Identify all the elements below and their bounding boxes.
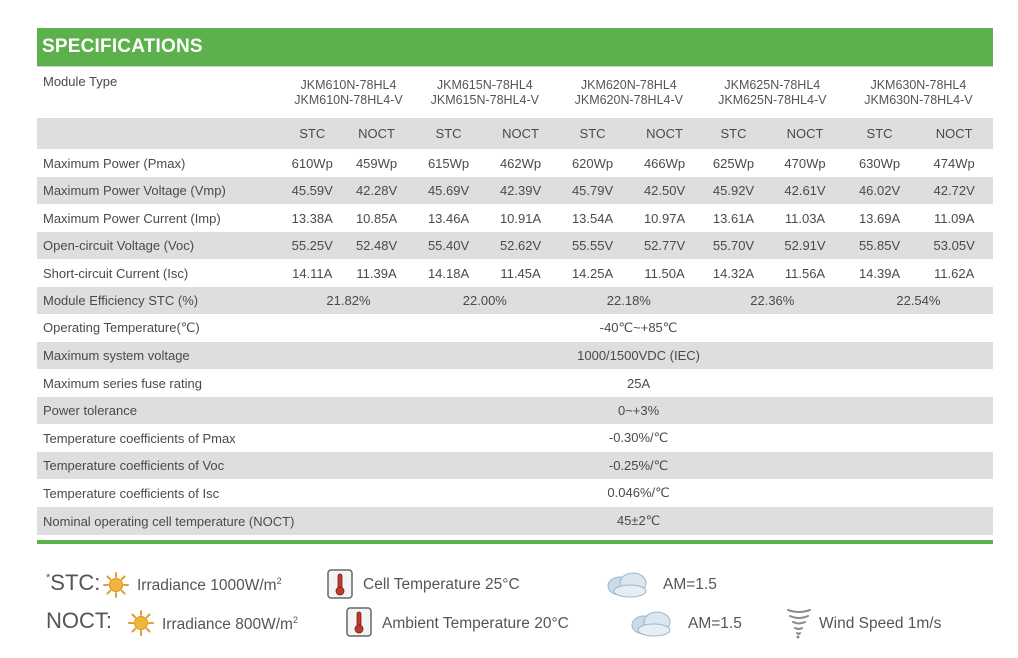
stc-legend-row bbox=[0, 568, 1018, 608]
row-label: Temperature coefficients of Voc bbox=[37, 452, 284, 479]
stc-header: STC bbox=[701, 118, 766, 149]
sun-icon bbox=[102, 571, 130, 604]
row-value: 13.38A bbox=[291, 210, 333, 226]
row-value: 22.18% bbox=[557, 287, 701, 314]
row-label: Temperature coefficients of Isc bbox=[43, 485, 220, 501]
row-value: 470Wp bbox=[784, 155, 826, 171]
row-value: 14.18A bbox=[427, 265, 470, 281]
row-value: 474Wp bbox=[933, 155, 975, 171]
row-label: Nominal operating cell temperature (NOCT) bbox=[37, 507, 284, 535]
noct-legend-row bbox=[0, 605, 1018, 645]
model-name: JKM615N-78HL4 JKM615N-78HL4-V bbox=[430, 77, 539, 107]
stc-noct-header-row bbox=[37, 118, 993, 149]
spec-row bbox=[37, 259, 993, 287]
row-value: -0.25%/℃ bbox=[284, 452, 993, 479]
row-value: 55.70V bbox=[701, 232, 766, 259]
row-label: Short-circuit Current (Isc) bbox=[43, 265, 189, 281]
stc-header: STC bbox=[413, 118, 484, 149]
row-value: 1000/1500VDC (IEC) bbox=[284, 342, 993, 369]
thermometer-icon bbox=[346, 607, 372, 642]
row-value: 55.85V bbox=[844, 232, 915, 259]
row-value: 42.39V bbox=[484, 177, 557, 204]
row-value: 11.45A bbox=[500, 265, 541, 281]
row-value: 13.46A bbox=[427, 210, 470, 226]
row-value: 45.69V bbox=[413, 177, 484, 204]
noct-air-mass: AM=1.5 bbox=[688, 615, 742, 632]
row-value: 466Wp bbox=[643, 155, 686, 171]
stc-header: STC bbox=[844, 118, 915, 149]
row-value: 10.97A bbox=[643, 210, 686, 226]
row-value: 52.77V bbox=[628, 232, 701, 259]
row-value: 45.59V bbox=[284, 177, 340, 204]
thermometer-icon bbox=[327, 569, 353, 604]
row-label: Maximum Power Voltage (Vmp) bbox=[37, 177, 284, 204]
row-value: 11.39A bbox=[356, 265, 397, 281]
row-value: 14.32A bbox=[712, 265, 755, 281]
noct-header: NOCT bbox=[915, 118, 993, 149]
stc-air-mass: AM=1.5 bbox=[663, 576, 717, 593]
row-label: Module Efficiency STC (%) bbox=[37, 287, 284, 314]
row-value: 13.54A bbox=[571, 210, 614, 226]
row-value: 42.50V bbox=[628, 177, 701, 204]
row-value: 620Wp bbox=[571, 155, 614, 171]
stc-irradiance: Irradiance $1000W/m^2$ bbox=[137, 576, 282, 595]
row-value: -40℃~+85℃ bbox=[599, 320, 678, 335]
stc-header: STC bbox=[284, 118, 340, 149]
cloud-icon bbox=[630, 611, 674, 642]
spec-row bbox=[37, 204, 993, 232]
row-value: 52.91V bbox=[766, 232, 844, 259]
row-label: Module Type bbox=[43, 74, 118, 89]
table-bottom-bar bbox=[37, 540, 993, 544]
row-value: 55.40V bbox=[413, 232, 484, 259]
noct-header: NOCT bbox=[484, 118, 557, 149]
noct-irradiance: Irradiance $800W/m^2$ bbox=[162, 615, 298, 634]
row-label: Maximum series fuse rating bbox=[43, 375, 202, 391]
row-value: 22.00% bbox=[413, 287, 557, 314]
row-value: 14.25A bbox=[571, 265, 614, 281]
row-value: 55.25V bbox=[284, 232, 340, 259]
row-value: 0~+3% bbox=[284, 397, 993, 424]
row-value: 42.28V bbox=[340, 177, 413, 204]
row-value: 53.05V bbox=[915, 232, 993, 259]
row-value: 459Wp bbox=[355, 155, 398, 171]
row-label: Maximum Power (Pmax) bbox=[43, 155, 186, 171]
row-value: 11.62A bbox=[934, 265, 975, 281]
row-value: 0.046%/℃ bbox=[607, 485, 670, 500]
row-value: 42.61V bbox=[766, 177, 844, 204]
cloud-icon bbox=[606, 572, 650, 603]
spec-row bbox=[37, 397, 993, 424]
row-value: 630Wp bbox=[858, 155, 901, 171]
spec-row bbox=[37, 232, 993, 259]
row-value: 45±2℃ bbox=[284, 507, 993, 535]
spec-row bbox=[37, 452, 993, 479]
row-value: 45.92V bbox=[701, 177, 766, 204]
stc-header: STC bbox=[557, 118, 628, 149]
noct-header: NOCT bbox=[340, 118, 413, 149]
spec-row bbox=[37, 177, 993, 204]
row-value: 46.02V bbox=[844, 177, 915, 204]
row-value: 610Wp bbox=[291, 155, 333, 171]
spec-row bbox=[37, 149, 993, 177]
row-label: Power tolerance bbox=[37, 397, 284, 424]
row-value: 10.85A bbox=[355, 210, 398, 226]
row-value: 14.39A bbox=[858, 265, 901, 281]
model-name: JKM620N-78HL4 JKM620N-78HL4-V bbox=[574, 77, 683, 107]
row-value: 45.79V bbox=[557, 177, 628, 204]
row-value: 13.61A bbox=[712, 210, 755, 226]
row-value: 11.03A bbox=[784, 210, 826, 226]
row-label: Open-circuit Voltage (Voc) bbox=[37, 232, 284, 259]
specifications-header: SPECIFICATIONS bbox=[37, 28, 993, 66]
row-value: 625Wp bbox=[712, 155, 755, 171]
efficiency-row bbox=[37, 287, 993, 314]
row-value: 25A bbox=[627, 375, 651, 391]
sun-icon bbox=[127, 609, 155, 642]
row-value: 14.11A bbox=[292, 265, 333, 281]
row-label: Operating Temperature(℃) bbox=[43, 320, 200, 335]
model-name: JKM610N-78HL4 JKM610N-78HL4-V bbox=[294, 77, 403, 107]
row-value: 11.09A bbox=[934, 210, 975, 226]
stc-cell-temperature: Cell Temperature 25°C bbox=[363, 576, 520, 593]
row-label: Maximum system voltage bbox=[37, 342, 284, 369]
noct-ambient-temperature: Ambient Temperature 20°C bbox=[382, 615, 569, 632]
noct-header: NOCT bbox=[628, 118, 701, 149]
row-value: 21.82% bbox=[284, 287, 413, 314]
row-value: 462Wp bbox=[499, 155, 542, 171]
row-value: 52.48V bbox=[340, 232, 413, 259]
conditions-legend bbox=[0, 560, 1018, 658]
spec-row bbox=[37, 507, 993, 535]
tornado-icon bbox=[786, 606, 812, 645]
row-value: 615Wp bbox=[427, 155, 470, 171]
noct-wind-speed: Wind Speed 1m/s bbox=[819, 615, 942, 632]
spec-row bbox=[37, 369, 993, 397]
row-value: 22.36% bbox=[701, 287, 844, 314]
model-name: JKM630N-78HL4 JKM630N-78HL4-V bbox=[864, 77, 973, 107]
row-value: 22.54% bbox=[844, 287, 993, 314]
model-name: JKM625N-78HL4 JKM625N-78HL4-V bbox=[718, 77, 827, 107]
spec-row bbox=[37, 342, 993, 369]
module-type-row bbox=[37, 67, 993, 118]
row-label: Maximum Power Current (Imp) bbox=[43, 210, 221, 226]
spec-row bbox=[37, 314, 993, 342]
row-value: 10.91A bbox=[499, 210, 542, 226]
row-value: 11.50A bbox=[644, 265, 685, 281]
specifications-table bbox=[37, 67, 993, 535]
spec-row bbox=[37, 424, 993, 452]
row-value: 55.55V bbox=[557, 232, 628, 259]
row-label: Temperature coefficients of Pmax bbox=[43, 430, 236, 446]
row-value: -0.30%/℃ bbox=[608, 430, 669, 445]
noct-title: NOCT: bbox=[46, 608, 112, 633]
row-value: 42.72V bbox=[915, 177, 993, 204]
stc-title: *STC: bbox=[46, 570, 101, 595]
row-value: 11.56A bbox=[784, 265, 826, 281]
spec-row bbox=[37, 479, 993, 507]
noct-header: NOCT bbox=[766, 118, 844, 149]
row-value: 13.69A bbox=[858, 210, 901, 226]
row-value: 52.62V bbox=[484, 232, 557, 259]
